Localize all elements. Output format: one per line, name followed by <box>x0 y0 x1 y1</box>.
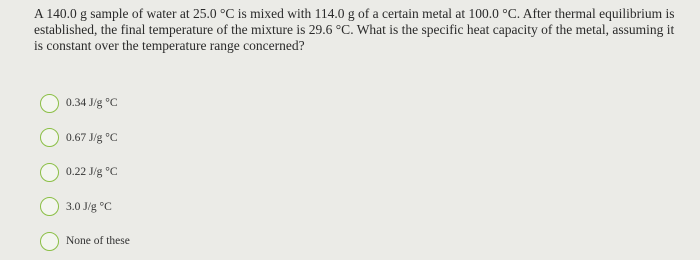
radio-button[interactable] <box>40 232 59 251</box>
radio-button[interactable] <box>40 163 59 182</box>
question-text: A 140.0 g sample of water at 25.0 °C is mixed with 114.0 g of a certain metal at 100.0 °C. After thermal equilibrium is established, the final temperature of the mixture is 29.6 °C. What is the specific heat capacity of the metal, assuming it is constant over the temperature range concerned? <box>34 6 675 53</box>
option-label: None of these <box>66 235 130 248</box>
answer-option[interactable] <box>40 190 130 225</box>
answer-options <box>40 86 130 259</box>
option-label: 3.0 J/g °C <box>66 200 112 213</box>
option-label: 0.67 J/g °C <box>66 131 118 144</box>
radio-button[interactable] <box>40 197 59 216</box>
answer-option[interactable] <box>40 86 130 121</box>
answer-option[interactable] <box>40 224 130 259</box>
answer-option[interactable] <box>40 121 130 156</box>
option-label: 0.34 J/g °C <box>66 97 118 110</box>
option-label: 0.22 J/g °C <box>66 166 118 179</box>
answer-option[interactable] <box>40 155 130 190</box>
radio-button[interactable] <box>40 94 59 113</box>
radio-button[interactable] <box>40 128 59 147</box>
